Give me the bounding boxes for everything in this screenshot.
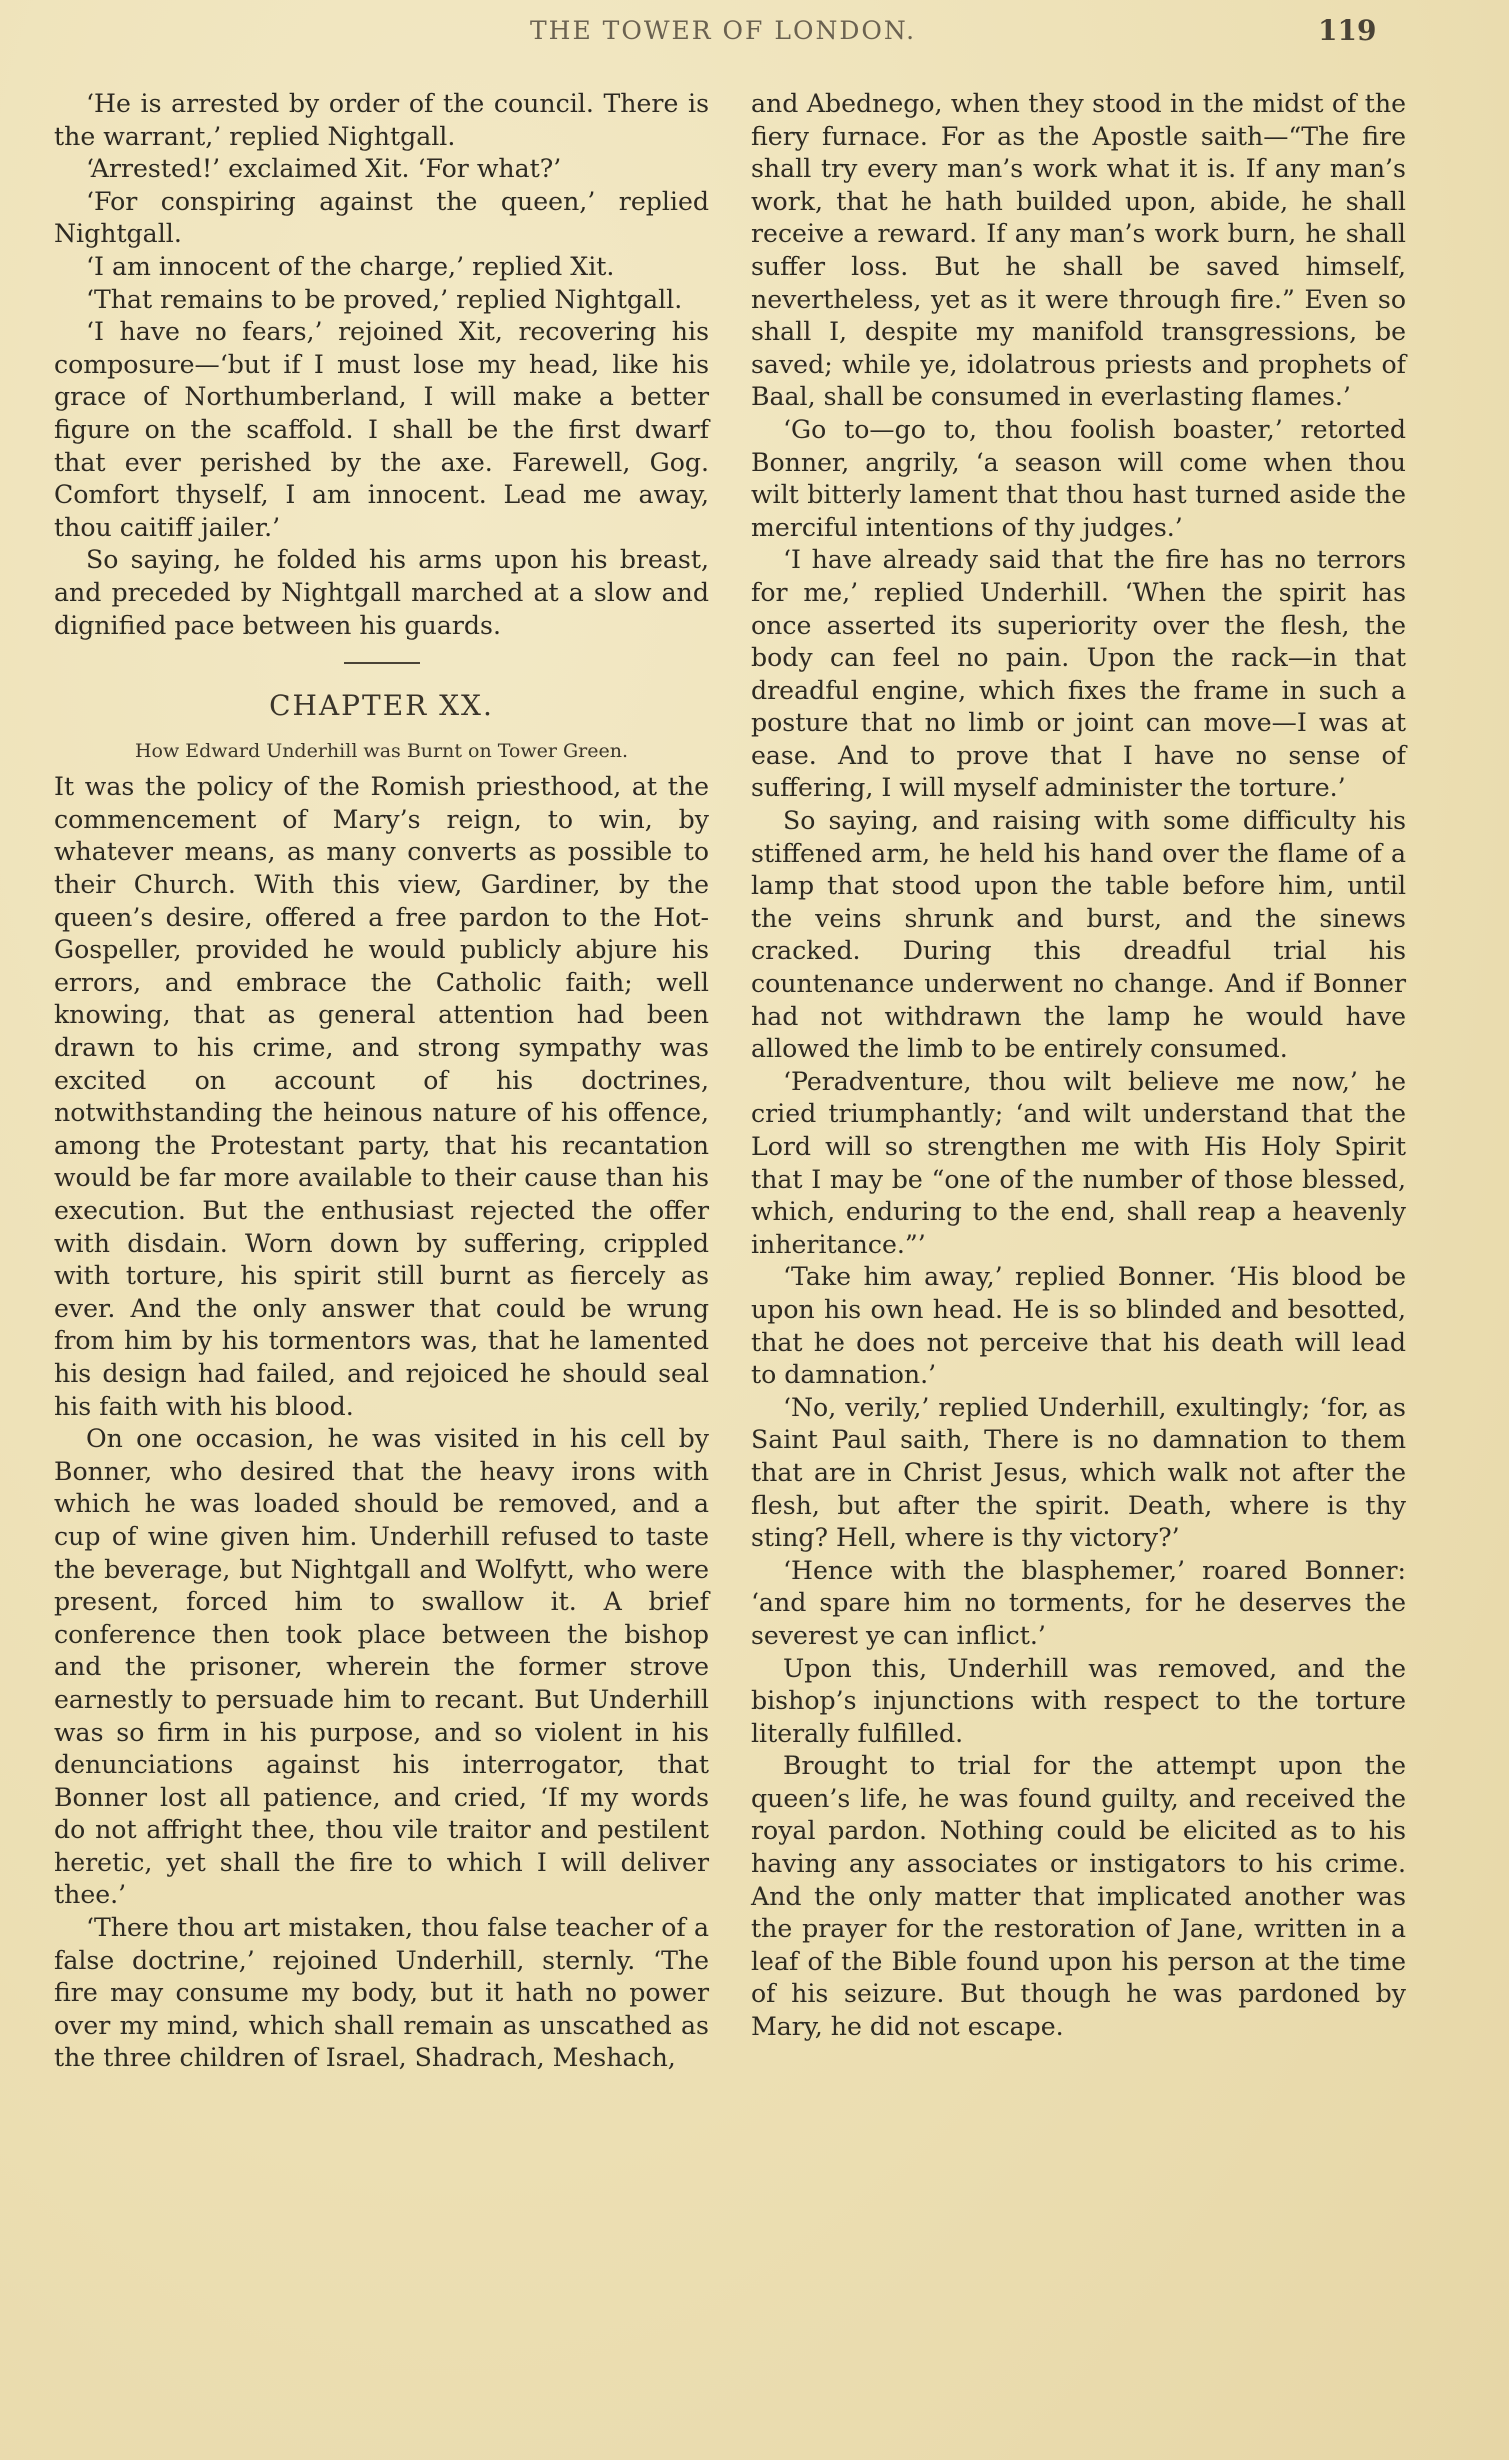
- paragraph: On one occasion, he was visited in his cell by Bonner, who desired that the heavy irons with which he was loaded should be removed, and a cup of wine given him. Underhill refused to taste the beverage, but Nightgall and Wolfytt, who were present, forced him to swallow it. A brief conference then took place between the bishop and the prisoner, wherein the former strove earnestly to persuade him to recant. But Underhill was so firm in his purpose, and so violent in his denunciations against his interrogator, that Bonner lost all patience, and cried, ‘If my words do not affright thee, thou vile traitor and pestilent heretic, yet shall the fire to which I will deliver thee.’: [54, 1424, 709, 1910]
- paragraph: ‘There thou art mistaken, thou false teacher of a false doctrine,’ rejoined Underhill, sternly. ‘The fire may consume my body, but it hath no power over my mind, which shall remain as unscathed as the three children of Israel, Shadrach, Meshach,: [54, 1913, 709, 2073]
- running-title: THE TOWER OF LONDON.: [530, 16, 917, 45]
- page-header: [0, 12, 1509, 52]
- paragraph: ‘I have already said that the fire has no terrors for me,’ replied Underhill. ‘When the spirit has once asserted its superiority over the flesh, the body can feel no pain. Upon the rack—in that dreadful engine, which fixes the frame in such a posture that no limb or joint can move—I was at ease. And to prove that I have no sense of suffering, I will myself administer the torture.’: [751, 545, 1406, 803]
- paragraph: ‘No, verily,’ replied Underhill, exultingly; ‘for, as Saint Paul saith, There is no damnation to them that are in Christ Jesus, which walk not after the flesh, but after the spirit. Death, where is thy sting? Hell, where is thy victory?’: [751, 1392, 1406, 1553]
- paragraph: So saying, and raising with some difficulty his stiffened arm, he held his hand over the flame of a lamp that stood upon the table before him, until the veins shrunk and burst, and the sinews cracked. During this dreadful trial his countenance underwent no change. And if Bonner had not withdrawn the lamp he would have allowed the limb to be entirely consumed.: [751, 806, 1406, 1064]
- paragraph: Brought to trial for the attempt upon the queen’s life, he was found guilty, and received the royal pardon. Nothing could be elicited as to his having any associates or instigators to his crime. And the only matter that implicated another was the prayer for the restoration of Jane, written in a leaf of the Bible found upon his person at the time of his seizure. But though he was pardoned by Mary, he did not escape.: [751, 1751, 1406, 2042]
- paragraph: ‘Arrested!’ exclaimed Xit. ‘For what?’: [86, 154, 562, 184]
- paragraph: So saying, he folded his arms upon his breast, and preceded by Nightgall marched at a slow and dignified pace between his guards.: [54, 545, 709, 640]
- paragraph: ‘Take him away,’ replied Bonner. ‘His blood be upon his own head. He is so blinded and besotted, that he does not perceive that his death will lead to damnation.’: [751, 1262, 1406, 1390]
- page-number: 119: [1318, 14, 1377, 47]
- paragraph: ‘He is arrested by order of the council. There is the warrant,’ replied Nightgall.: [54, 89, 709, 151]
- paragraph: Upon this, Underhill was removed, and the bishop’s injunctions with respect to the torture literally fulfilled.: [751, 1653, 1406, 1748]
- paragraph: ‘Peradventure, thou wilt believe me now,’ he cried triumphantly; ‘and wilt understand that the Lord will so strengthen me with His Holy Spirit that I may be “one of the number of those blessed, which, enduring to the end, shall reap a heavenly inheritance.”’: [751, 1066, 1406, 1259]
- paragraph: ‘Hence with the blasphemer,’ roared Bonner: ‘and spare him no torments, for he deserves the severest ye can inflict.’: [751, 1555, 1406, 1650]
- right-column: [751, 88, 1406, 2044]
- chapter-title: CHAPTER XX.: [269, 689, 494, 723]
- paragraph: ‘Go to—go to, thou foolish boaster,’ retorted Bonner, angrily, ‘a season will come when thou wilt bitterly lament that thou hast turned aside the merciful intentions of thy judges.’: [751, 414, 1406, 542]
- paragraph: It was the policy of the Romish priesthood, at the commencement of Mary’s reign, to win, by whatever means, as many converts as possible to their Church. With this view, Gardiner, by the queen’s desire, offered a free pardon to the Hot-Gospeller, provided he would publicly abjure his errors, and embrace the Catholic faith; well knowing, that as general attention had been drawn to his crime, and strong sympathy was excited on account of his doctrines, notwithstanding the heinous nature of his offence, among the Protestant party, that his recantation would be far more available to their cause than his execution. But the enthusiast rejected the offer with disdain. Worn down by suffering, crippled with torture, his spirit still burnt as fiercely as ever. And the only answer that could be wrung from him by his tormentors was, that he lamented his design had failed, and rejoiced he should seal his faith with his blood.: [54, 772, 709, 1421]
- paragraph: ‘That remains to be proved,’ replied Nightgall.: [86, 284, 683, 314]
- paragraph: ‘I have no fears,’ rejoined Xit, recovering his composure—‘but if I must lose my head, like his grace of Northumberland, I will make a better figure on the scaffold. I shall be the first dwarf that ever perished by the axe. Farewell, Gog. Comfort thyself, I am innocent. Lead me away, thou caitiff jailer.’: [54, 317, 709, 542]
- paragraph: ‘For conspiring against the queen,’ replied Nightgall.: [54, 186, 709, 249]
- chapter-subtitle: How Edward Underhill was Burnt on Tower Green.: [134, 739, 629, 762]
- paragraph: ‘I am innocent of the charge,’ replied Xit.: [86, 251, 615, 281]
- section-divider: [344, 662, 420, 664]
- paragraph: and Abednego, when they stood in the midst of the fiery furnace. For as the Apostle saith—“The fire shall try every man’s work what it is. If any man’s work, that he hath builded upon, abide, he shall receive a reward. If any man’s work burn, he shall suffer loss. But he shall be saved himself, nevertheless, yet as it were through fire.” Even so shall I, despite my manifold transgressions, be saved; while ye, idolatrous priests and prophets of Baal, shall be consumed in everlasting flames.’: [751, 89, 1406, 412]
- left-column: [54, 88, 709, 2075]
